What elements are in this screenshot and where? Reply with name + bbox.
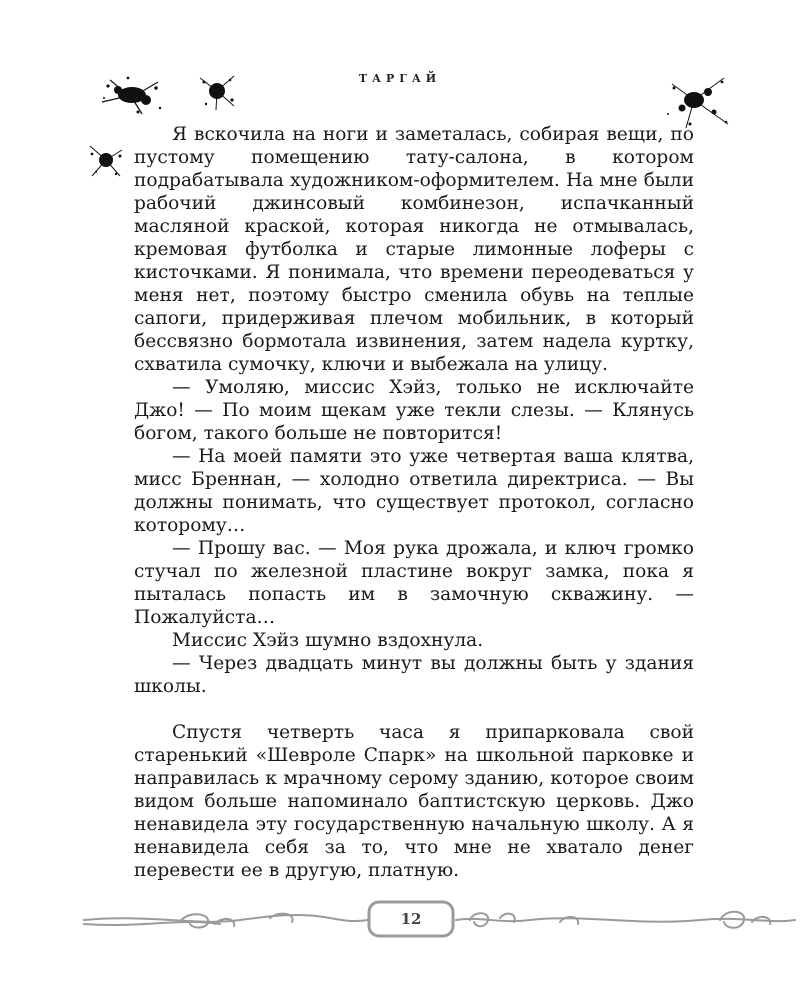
paragraph: — Через двадцать минут вы должны быть у здания школы.: [134, 653, 694, 697]
paragraph: Я вскочила на ноги и заметалась, собирая вещи, по пустому помещению тату-салона, в котором подрабатывала художником-оформителем. На мне были рабочий джинсовый комбинезон, испачканный масляной краской, которая никогда не отмывалась, кремовая футболка и старые лимонные лоферы с кисточками. Я понимала, что времени переодеваться у меня нет, поэтому быстро сменила обувь на теплые сапоги, придерживая плечом мобильник, в который бессвязно бормотала извинения, затем надела куртку, схватила сумочку, ключи и выбежала на улицу.: [134, 124, 694, 375]
ink-splatter-icon: [98, 68, 168, 118]
page-number: 12: [400, 910, 422, 928]
paragraph: — На моей памяти это уже четвертая ваша клятва, мисс Бреннан, — холодно ответила директриса. — Вы должны понимать, что существует протокол, согласно которому…: [134, 446, 694, 536]
paragraph: — Умоляю, миссис Хэйз, только не исключайте Джо! — По моим щекам уже текли слезы. — Клянусь богом, такого больше не повторится!: [134, 377, 694, 444]
running-header: ТАРГАЙ: [358, 72, 442, 85]
body-text: [134, 123, 694, 882]
paragraph: Спустя четверть часа я припарковала свой старенький «Шевроле Спарк» на школьной парковке и направилась к мрачному серому зданию, которое своим видом больше напоминало баптистскую церковь. Джо ненавидела эту государственную начальную школу. А я ненавидела себя за то, что мне не хватало денег перевести ее в другую, платную.: [134, 722, 694, 881]
paragraph: Миссис Хэйз шумно вздохнула.: [172, 630, 484, 651]
paragraph: — Прошу вас. — Моя рука дрожала, и ключ громко стучал по железной пластине вокруг замка, пока я пыталась попасть им в замочную скважину. — Пожалуйста…: [134, 538, 694, 628]
ink-splatter-icon: [196, 70, 238, 112]
ink-splatter-icon: [86, 140, 126, 180]
